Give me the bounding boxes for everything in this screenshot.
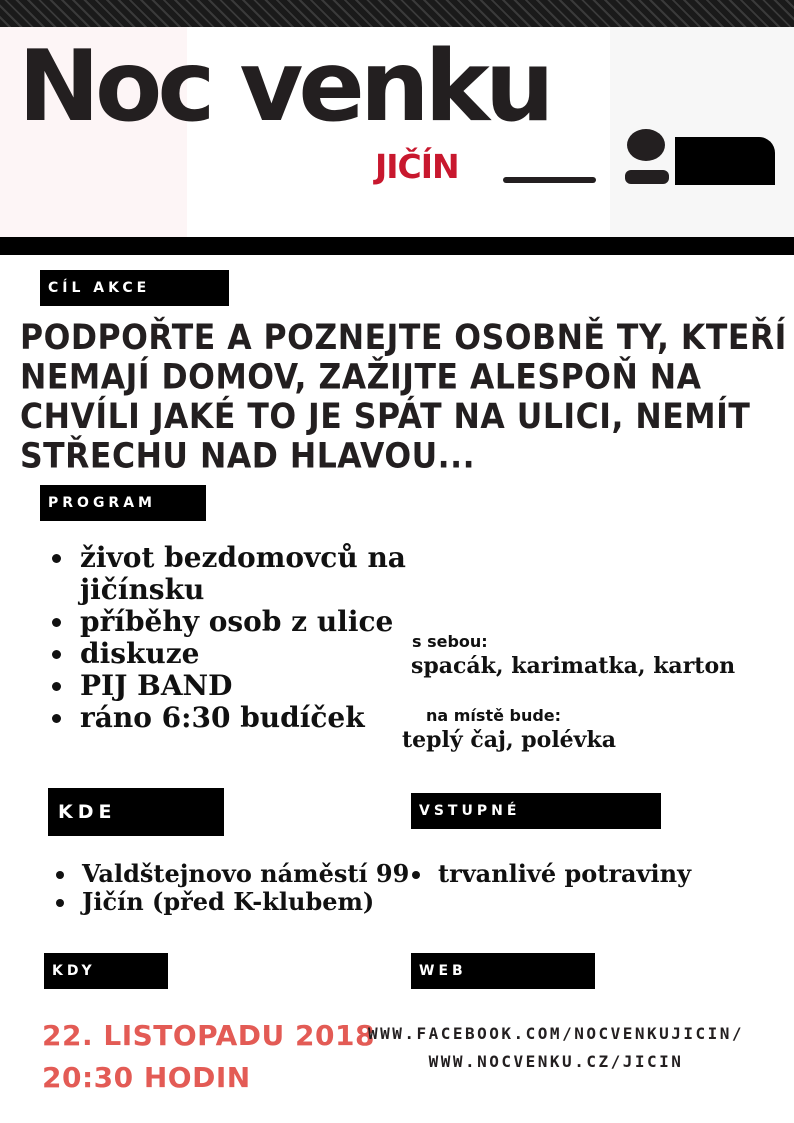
striped-top-border [0, 0, 794, 27]
event-date: 22. LISTOPADU 2018 [42, 1019, 375, 1052]
sleeping-person-icon [625, 127, 775, 187]
event-city: JIČÍN [375, 147, 459, 186]
where-label: KDE [48, 788, 224, 836]
list-item: • Valdštejnovo náměstí 99 [78, 860, 438, 888]
event-time: 20:30 HODIN [42, 1061, 251, 1094]
list-item: • diskuze [76, 638, 436, 670]
program-list [44, 542, 436, 734]
goal-label: CÍL AKCE [40, 270, 229, 306]
list-item: • trvanlivé potraviny [434, 860, 794, 888]
logo-dash [503, 177, 596, 183]
onsite-heading: na místě bude: [426, 706, 562, 725]
when-label: KDY [44, 953, 168, 989]
web-label: WEB [411, 953, 595, 989]
program-label: PROGRAM [40, 485, 206, 521]
list-item: • příběhy osob z ulice [76, 606, 436, 638]
website-link[interactable]: WWW.NOCVENKU.CZ/JICIN [428, 1052, 684, 1071]
event-title: Noc venku [18, 30, 550, 144]
list-item: • PIJ BAND [76, 670, 436, 702]
goal-text: PODPOŘTE A POZNEJTE OSOBNĚ TY, KTEŘÍ NEMAJÍ DOMOV, ZAŽIJTE ALESPOŇ NA CHVÍLI JAKÉ TO JE SPÁT NA ULICI, NEMÍT STŘECHU NAD HLAVOU... [20, 318, 787, 477]
bring-heading: s sebou: [412, 632, 488, 651]
onsite-items: teplý čaj, polévka [402, 727, 616, 753]
header-divider-bar [0, 237, 794, 255]
facebook-link[interactable]: WWW.FACEBOOK.COM/NOCVENKUJICIN/ [367, 1024, 745, 1043]
web-links [318, 1020, 794, 1076]
where-list [46, 860, 438, 916]
list-item: • život bezdomovců na jičínsku [76, 542, 436, 606]
bring-items: spacák, karimatka, karton [411, 653, 736, 679]
entry-label: VSTUPNÉ [411, 793, 661, 829]
list-item: • ráno 6:30 budíček [76, 702, 436, 734]
list-item: • Jičín (před K-klubem) [78, 888, 438, 916]
entry-list [402, 860, 794, 888]
